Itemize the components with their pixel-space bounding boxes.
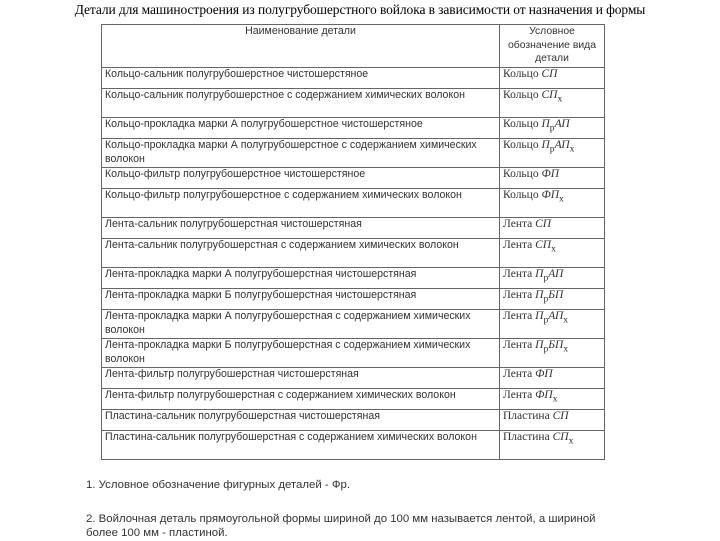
table-row xyxy=(102,431,605,460)
table-row xyxy=(102,310,605,339)
code-word: Кольцо xyxy=(503,168,539,180)
table-header-row xyxy=(102,25,605,68)
code-symbol: ФП xyxy=(535,368,553,380)
code-symbol-2: БП xyxy=(548,339,564,351)
type-code-cell xyxy=(500,118,605,139)
part-name-cell: Лента-прокладка марки Б полугрубошерстная с содержанием химических волокон xyxy=(102,339,500,368)
type-code-cell xyxy=(500,339,605,368)
table-row xyxy=(102,68,605,89)
code-word: Кольцо xyxy=(503,89,539,101)
type-code-cell xyxy=(500,310,605,339)
table-row xyxy=(102,339,605,368)
code-symbol-2: АП xyxy=(548,268,564,280)
code-symbol: СП xyxy=(535,239,552,251)
footnote-2: 2. Войлочная деталь прямоугольной формы шириной до 100 мм называется лентой, а шириной более 100 мм - пластиной. xyxy=(86,512,596,539)
table-row xyxy=(102,239,605,268)
table-row xyxy=(102,189,605,218)
part-name-cell: Кольцо-прокладка марки А полугрубошерстное с содержанием химических волокон xyxy=(102,139,500,168)
type-code-cell xyxy=(500,368,605,389)
code-word: Лента xyxy=(503,389,533,401)
code-symbol: СП xyxy=(552,410,569,422)
code-word: Кольцо xyxy=(503,118,539,130)
code-subscript-2: х xyxy=(563,343,569,355)
code-symbol: П xyxy=(541,139,550,151)
code-subscript-2: х xyxy=(569,143,575,155)
code-subscript: р xyxy=(549,122,555,134)
code-symbol: СП xyxy=(541,68,558,80)
part-name-cell: Пластина-сальник полугрубошерстная чистошерстяная xyxy=(102,410,500,431)
type-code-cell xyxy=(500,289,605,310)
code-symbol: СП xyxy=(535,218,552,230)
type-code-cell xyxy=(500,168,605,189)
page-title: Детали для машиностроения из полугрубошерстного войлока в зависимости от назначения и формы xyxy=(74,2,646,17)
parts-table xyxy=(101,24,605,460)
code-word: Пластина xyxy=(503,431,550,443)
part-name-cell: Кольцо-фильтр полугрубошерстное чистошерстяное xyxy=(102,168,500,189)
type-code-cell xyxy=(500,89,605,118)
header-type-code: Условное обозначение вида детали xyxy=(500,25,605,68)
type-code-cell xyxy=(500,218,605,239)
type-code-cell xyxy=(500,431,605,460)
part-name-cell: Пластина-сальник полугрубошерстная с содержанием химических волокон xyxy=(102,431,500,460)
type-code-cell xyxy=(500,268,605,289)
code-word: Лента xyxy=(503,289,533,301)
code-word: Лента xyxy=(503,339,533,351)
type-code-cell xyxy=(500,189,605,218)
table-row xyxy=(102,118,605,139)
code-subscript: р xyxy=(543,293,549,305)
code-subscript: р xyxy=(543,272,549,284)
code-subscript: х xyxy=(551,243,556,255)
code-subscript: р xyxy=(543,314,549,326)
code-subscript: х xyxy=(559,193,564,205)
code-word: Лента xyxy=(503,239,533,251)
table-row xyxy=(102,218,605,239)
code-subscript: х xyxy=(557,93,563,105)
type-code-cell xyxy=(500,389,605,410)
code-subscript-2: х xyxy=(563,314,569,326)
code-symbol-2: АП xyxy=(548,310,564,322)
code-word: Лента xyxy=(503,310,533,322)
code-word: Кольцо xyxy=(503,68,539,80)
footnote-1: 1. Условное обозначение фигурных деталей - Фр. xyxy=(86,479,350,491)
code-symbol-2: АП xyxy=(554,139,570,151)
footnotes xyxy=(86,478,606,541)
table-row xyxy=(102,289,605,310)
code-symbol: П xyxy=(535,310,544,322)
part-name-cell: Кольцо-фильтр полугрубошерстное с содержанием химических волокон xyxy=(102,189,500,218)
part-name-cell: Лента-прокладка марки А полугрубошерстная с содержанием химических волокон xyxy=(102,310,500,339)
code-symbol: ФП xyxy=(535,389,553,401)
code-subscript: х xyxy=(568,435,574,447)
part-name-cell: Лента-фильтр полугрубошерстная чистошерстяная xyxy=(102,368,500,389)
part-name-cell: Лента-прокладка марки Б полугрубошерстная чистошерстяная xyxy=(102,289,500,310)
part-name-cell: Кольцо-сальник полугрубошерстное чистошерстяное xyxy=(102,68,500,89)
code-symbol: СП xyxy=(541,89,558,101)
type-code-cell xyxy=(500,68,605,89)
code-subscript: р xyxy=(549,143,555,155)
part-name-cell: Кольцо-сальник полугрубошерстное с содержанием химических волокон xyxy=(102,89,500,118)
code-word: Пластина xyxy=(503,410,550,422)
code-word: Кольцо xyxy=(503,189,539,201)
code-symbol: П xyxy=(535,339,544,351)
code-subscript: х xyxy=(552,393,558,405)
table-row xyxy=(102,268,605,289)
parts-table-container xyxy=(101,24,604,460)
code-symbol: СП xyxy=(552,431,569,443)
code-symbol: П xyxy=(535,268,544,280)
code-symbol: ФП xyxy=(541,189,560,201)
code-symbol-2: БП xyxy=(548,289,564,301)
code-word: Лента xyxy=(503,268,533,280)
table-row xyxy=(102,168,605,189)
table-row xyxy=(102,368,605,389)
part-name-cell: Лента-сальник полугрубошерстная с содержанием химических волокон xyxy=(102,239,500,268)
part-name-cell: Лента-сальник полугрубошерстная чистошерстяная xyxy=(102,218,500,239)
part-name-cell: Лента-фильтр полугрубошерстная с содержанием химических волокон xyxy=(102,389,500,410)
part-name-cell: Лента-прокладка марки А полугрубошерстная чистошерстяная xyxy=(102,268,500,289)
code-symbol: П xyxy=(535,289,544,301)
header-part-name: Наименование детали xyxy=(102,25,500,68)
code-word: Лента xyxy=(503,218,533,230)
part-name-cell: Кольцо-прокладка марки А полугрубошерстное чистошерстяное xyxy=(102,118,500,139)
table-row xyxy=(102,139,605,168)
code-symbol: ФП xyxy=(541,168,560,180)
table-row xyxy=(102,389,605,410)
table-row xyxy=(102,89,605,118)
type-code-cell xyxy=(500,239,605,268)
code-symbol-2: АП xyxy=(554,118,570,130)
code-subscript: р xyxy=(543,343,549,355)
code-word: Лента xyxy=(503,368,533,380)
code-word: Кольцо xyxy=(503,139,539,151)
type-code-cell xyxy=(500,139,605,168)
table-row xyxy=(102,410,605,431)
code-symbol: П xyxy=(541,118,550,130)
type-code-cell xyxy=(500,410,605,431)
